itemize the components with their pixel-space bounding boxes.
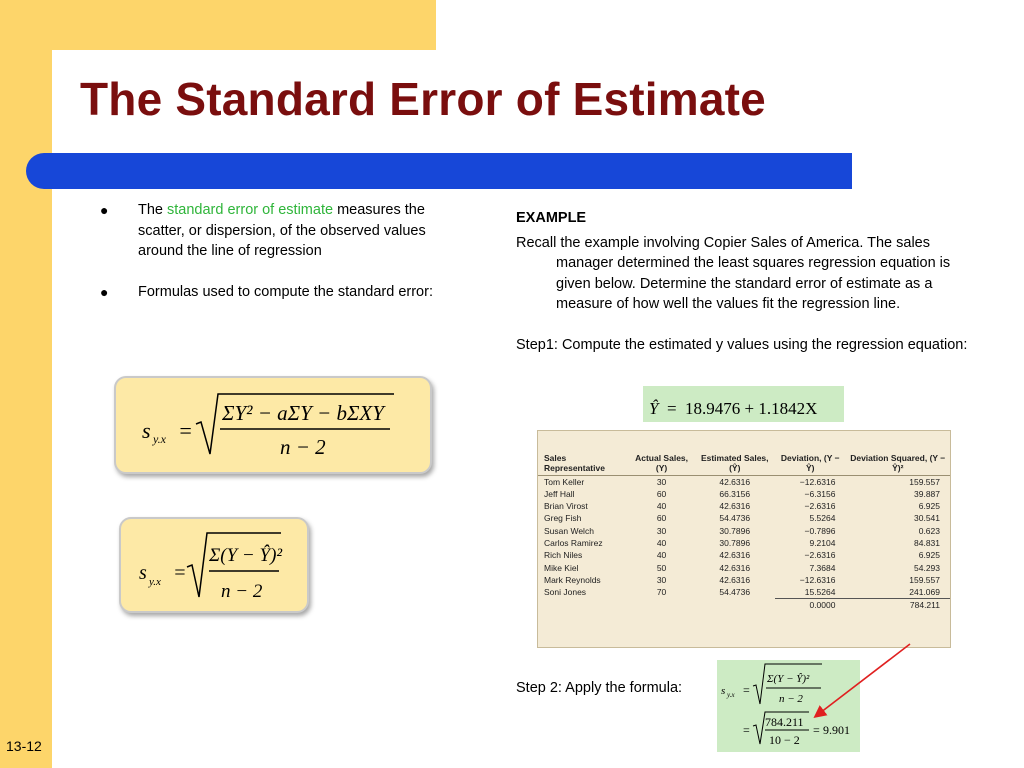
total-cell: [694, 599, 775, 612]
table-row: [538, 500, 950, 512]
rep-name-cell: Mark Reynolds: [544, 574, 601, 585]
value-cell: −2.6316: [804, 501, 836, 512]
value-cell: 84.831: [914, 537, 940, 548]
value-cell: 30: [656, 525, 667, 536]
rep-name-cell: Susan Welch: [544, 525, 594, 536]
formula-2-denominator: n − 2: [221, 581, 263, 602]
bullet-list: [100, 200, 460, 322]
col-header-actual: Actual Sales, (Y): [629, 431, 695, 475]
rep-name-cell: Jeff Hall: [544, 488, 575, 499]
formula-2-lhs: s: [139, 562, 147, 584]
regression-lhs: Ŷ: [649, 399, 659, 418]
value-cell: 30.7896: [719, 525, 751, 536]
value-cell: 159.557: [909, 476, 940, 487]
title-underline-bar: [26, 153, 852, 189]
col-header-dev-squared: Deviation Squared, (Y − Ŷ)²: [845, 431, 950, 475]
example-panel: [516, 208, 986, 355]
table-row: [538, 488, 950, 500]
formula-box-1: [114, 376, 432, 474]
svg-text:=: =: [743, 683, 750, 697]
table-row: [538, 574, 950, 586]
pointer-arrow-icon: [800, 640, 920, 720]
value-cell: 42.6316: [719, 501, 751, 512]
value-cell: 30.7896: [719, 537, 751, 548]
value-cell: −0.7896: [804, 525, 836, 536]
value-cell: −6.3156: [804, 488, 836, 499]
table-row: [538, 537, 950, 549]
rep-name-cell: Brian Virost: [544, 501, 588, 512]
value-cell: 241.069: [909, 587, 940, 598]
value-cell: 60: [656, 513, 667, 524]
step2-text: Step 2: Apply the formula:: [516, 680, 683, 696]
value-cell: 40: [656, 550, 667, 561]
value-cell: 66.3156: [719, 488, 751, 499]
applied-numerator: Σ(Y − Ŷ)²: [767, 673, 810, 685]
bullet-dot-icon: ●: [100, 283, 109, 300]
table-body: [538, 475, 950, 612]
rep-name-cell: Soni Jones: [544, 587, 587, 598]
svg-text:=: =: [667, 399, 677, 418]
formula-1-denominator: n − 2: [280, 435, 326, 459]
value-cell: −12.6316: [799, 476, 836, 487]
value-cell: 40: [656, 501, 667, 512]
rep-name-cell: Mike Kiel: [544, 562, 579, 573]
value-cell: 15.5264: [804, 587, 836, 598]
total-cell: [538, 599, 629, 612]
formula-1-lhs: s: [142, 418, 151, 443]
value-cell: 42.6316: [719, 550, 751, 561]
applied-denominator: n − 2: [779, 693, 803, 705]
svg-text:=: =: [178, 418, 193, 443]
value-cell: 42.6316: [719, 562, 751, 573]
left-accent-bar: [0, 0, 52, 768]
formula-box-2: [119, 517, 309, 613]
value-cell: 159.557: [909, 574, 940, 585]
step1-text: Step1: Compute the estimated y values using the regression equation:: [516, 336, 968, 353]
col-header-estimated: Estimated Sales, (Ŷ): [694, 431, 775, 475]
value-cell: 30.541: [914, 513, 940, 524]
rep-name-cell: Carlos Ramirez: [544, 537, 603, 548]
total-cell: 0.0000: [775, 599, 845, 612]
formula-2-numerator: Σ(Y − Ŷ)²: [209, 545, 283, 566]
value-cell: 5.5264: [809, 513, 836, 524]
table-row: [538, 525, 950, 537]
table-row: [538, 549, 950, 561]
table-row: [538, 475, 950, 488]
table-total-row: [538, 599, 950, 612]
value-cell: 39.887: [914, 488, 940, 499]
formula-1: [116, 378, 430, 472]
bullet-formulas: [100, 282, 460, 303]
value-cell: 0.623: [918, 525, 940, 536]
formula-1-sub: y.x: [153, 432, 166, 446]
applied-value-denominator: 10 − 2: [769, 733, 800, 747]
top-accent-bar: [0, 0, 436, 50]
rep-name-cell: Tom Keller: [544, 476, 585, 487]
value-cell: 42.6316: [719, 476, 751, 487]
formula-2-sub: y.x: [149, 576, 161, 588]
total-cell: [629, 599, 695, 612]
highlight-term: standard error of estimate: [167, 202, 334, 218]
rep-name-cell: Rich Niles: [544, 550, 583, 561]
value-cell: 7.3684: [809, 562, 836, 573]
bullet-text-after: measures the scatter, or dispersion, of the observed values around the line of regression: [138, 202, 426, 259]
applied-value-numerator: 784.211: [765, 715, 804, 729]
formula-1-numerator: ΣY² − aΣY − bΣXY: [222, 401, 384, 425]
value-cell: 54.293: [914, 562, 940, 573]
example-text: Recall the example involving Copier Sales of America. The sales manager determined the least squares regression equation is given below. Determine the standard error of estimate as a measure of how well the values fit the regression line.: [516, 234, 951, 312]
regression-equation: [643, 386, 844, 422]
applied-lhs: s: [721, 685, 726, 697]
svg-text:=: =: [743, 723, 750, 737]
value-cell: 54.4736: [719, 587, 751, 598]
value-cell: 30: [656, 574, 667, 585]
table-row: [538, 562, 950, 574]
svg-text:=: =: [173, 562, 187, 584]
value-cell: −2.6316: [804, 550, 836, 561]
table-row: [538, 586, 950, 599]
applied-result: 9.901: [823, 723, 850, 737]
value-cell: −12.6316: [799, 574, 836, 585]
slide-title: The Standard Error of Estimate: [80, 73, 766, 125]
bullet-definition: [100, 200, 460, 262]
value-cell: 50: [656, 562, 667, 573]
value-cell: 54.4736: [719, 513, 751, 524]
value-cell: 40: [656, 537, 667, 548]
rep-name-cell: Greg Fish: [544, 513, 582, 524]
slide-number: 13-12: [6, 738, 42, 754]
example-heading: EXAMPLE: [516, 210, 587, 226]
col-header-rep: Sales Representative: [538, 431, 629, 475]
deviation-table: [538, 431, 950, 612]
value-cell: 6.925: [918, 501, 940, 512]
formula-2: [121, 519, 307, 611]
table-row: [538, 512, 950, 524]
total-cell: 784.211: [845, 599, 950, 612]
regression-rhs: 18.9476 + 1.1842X: [685, 399, 818, 418]
value-cell: 70: [656, 587, 667, 598]
applied-sub: y.x: [727, 691, 735, 699]
value-cell: 42.6316: [719, 574, 751, 585]
value-cell: 6.925: [918, 550, 940, 561]
svg-text:=: =: [813, 723, 820, 737]
bullet-formulas-text: Formulas used to compute the standard error:: [138, 283, 433, 300]
sales-table: [537, 430, 951, 648]
bullet-dot-icon: ●: [100, 202, 109, 218]
value-cell: 60: [656, 488, 667, 499]
regression-equation-box: [643, 386, 844, 422]
col-header-deviation: Deviation, (Y − Ŷ): [775, 431, 845, 475]
value-cell: 30: [656, 476, 667, 487]
value-cell: 9.2104: [809, 537, 836, 548]
bullet-text-before: The: [138, 202, 168, 218]
